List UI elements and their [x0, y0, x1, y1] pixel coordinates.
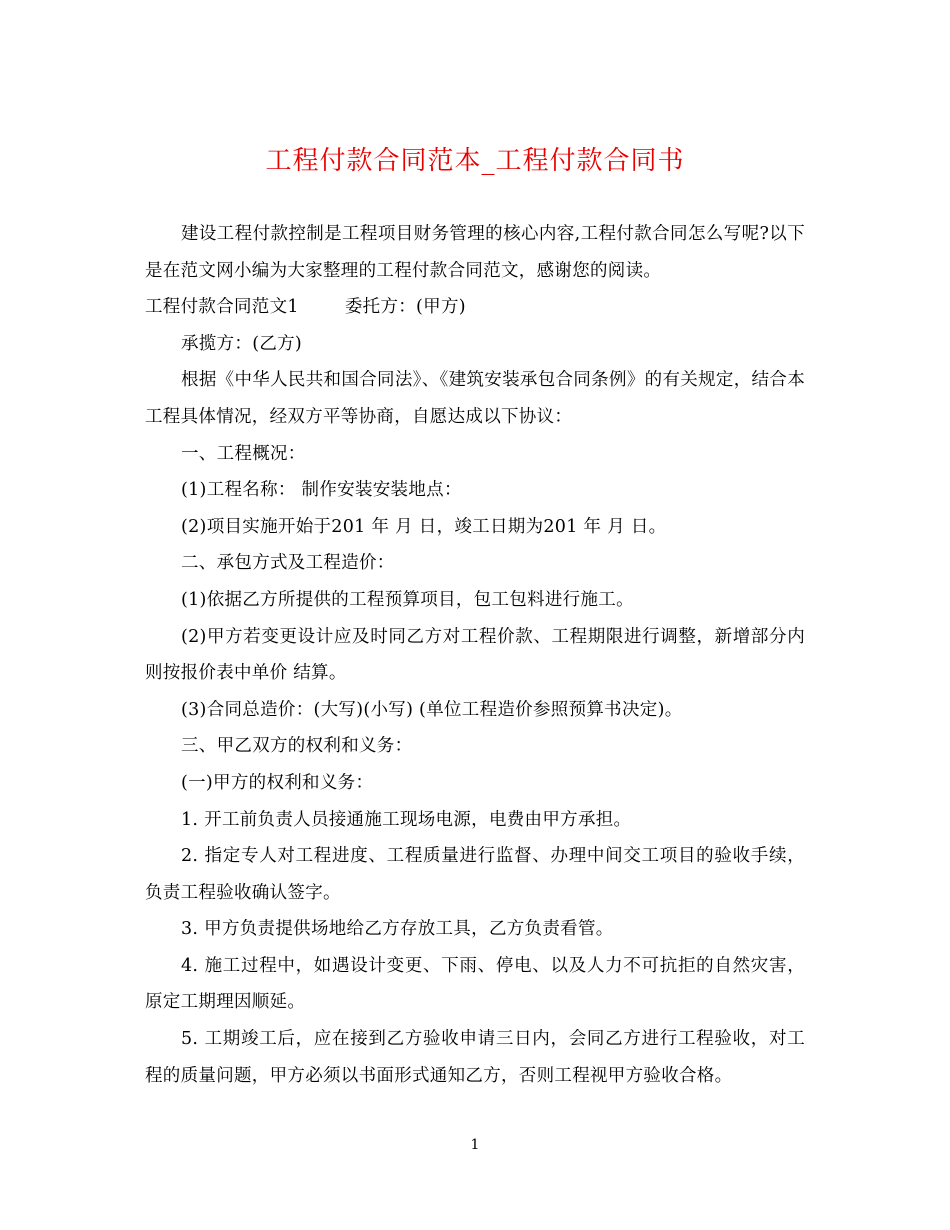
page-number: 1 — [470, 1137, 480, 1153]
document-title: 工程付款合同范本_工程付款合同书 — [265, 146, 685, 176]
document-body — [145, 216, 805, 1094]
section2-item3: (3)合同总造价：(大写)(小写) (单位工程造价参照预算书决定)。 — [181, 699, 683, 720]
duty-item-5: 5. 工期竣工后，应在接到乙方验收申请三日内，会同乙方进行工程验收，对工程的质量问题，甲方必须以书面形式通知乙方，否则工程视甲方验收合格。 — [145, 1029, 805, 1086]
section2-heading: 二、承包方式及工程造价： — [181, 553, 395, 574]
sample-heading-line — [145, 289, 805, 326]
contractor-label: 承揽方：(乙方) — [181, 333, 303, 354]
basis-paragraph: 根据《中华人民共和国合同法》、《建筑安装承包合同条例》的有关规定，结合本工程具体情况，经双方平等协商，自愿达成以下协议： — [145, 370, 805, 427]
duty-item-3: 3. 甲方负责提供场地给乙方存放工具，乙方负责看管。 — [181, 919, 614, 940]
section1-item2: (2)项目实施开始于201 年 月 日，竣工日期为201 年 月 日。 — [181, 516, 667, 537]
intro-paragraph: 建设工程付款控制是工程项目财务管理的核心内容,工程付款合同怎么写呢?以下是在范文网小编为大家整理的工程付款合同范文，感谢您的阅读。 — [145, 224, 805, 281]
section3-subheading: (一)甲方的权利和义务： — [181, 772, 374, 793]
section1-heading: 一、工程概况： — [181, 443, 306, 464]
section3-heading: 三、甲乙双方的权利和义务： — [181, 736, 413, 757]
section2-item1: (1)依据乙方所提供的工程预算项目，包工包料进行施工。 — [181, 589, 634, 610]
duty-item-1: 1. 开工前负责人员接通施工现场电源，电费由甲方承担。 — [181, 809, 632, 830]
section2-item2: (2)甲方若变更设计应及时同乙方对工程价款、工程期限进行调整，新增部分内则按报价表中单价 结算。 — [145, 626, 805, 684]
sample-heading: 工程付款合同范文1 — [145, 297, 299, 318]
duty-item-2: 2. 指定专人对工程进度、工程质量进行监督、办理中间交工项目的验收手续，负责工程验收确认签字。 — [145, 846, 805, 903]
client-label: 委托方：(甲方) — [344, 297, 466, 318]
duty-item-4: 4. 施工过程中，如遇设计变更、下雨、停电、以及人力不可抗拒的自然灾害，原定工期理因顺延。 — [145, 955, 805, 1013]
section1-item1: (1)工程名称： 制作安装安装地点： — [181, 480, 462, 501]
